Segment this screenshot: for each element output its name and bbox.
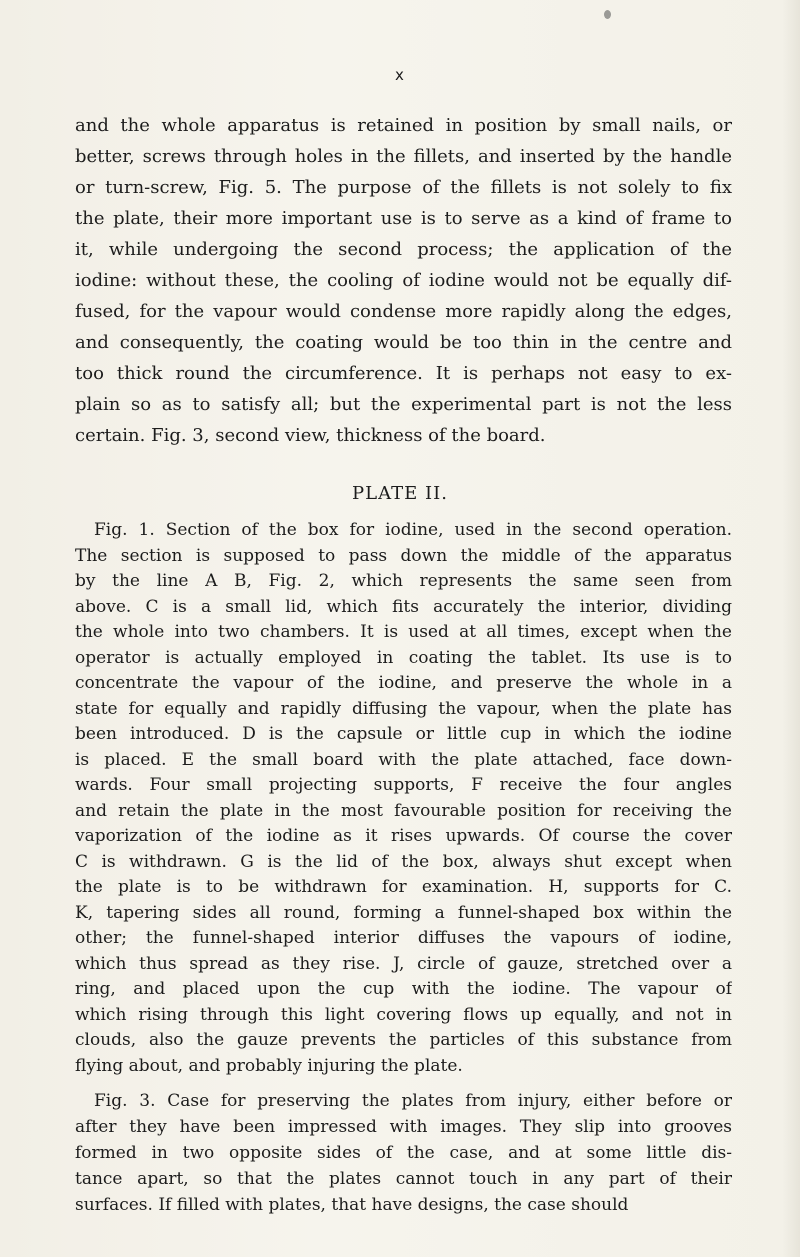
text-line: C is withdrawn. G is the lid of the box, always shut except when	[75, 851, 732, 872]
text-line: concentrate the vapour of the iodine, and preserve the whole in a	[75, 673, 732, 693]
paper-speck	[604, 10, 611, 19]
text-line: fused, for the vapour would condense more rapidly along the edges,	[75, 301, 732, 322]
text-line: is placed. E the small board with the plate attached, face down-	[75, 749, 732, 770]
text-line: flying about, and probably injuring the plate.	[75, 1055, 463, 1076]
text-line: other; the funnel-shaped interior diffuses the vapours of iodine,	[75, 928, 732, 948]
text-line: the whole into two chambers. It is used at all times, except when the	[75, 622, 732, 642]
text-line: by the line A B, Fig. 2, which represents the same seen from	[75, 571, 732, 591]
text-line: Fig. 1. Section of the box for iodine, used in the second operation.	[94, 520, 732, 540]
text-line: state for equally and rapidly diffusing the vapour, when the plate has	[75, 698, 732, 719]
text-line: it, while undergoing the second process; the application of the	[75, 239, 732, 260]
paragraph-fillets	[75, 110, 732, 451]
text-line: which rising through this light covering flows up equally, and not in	[75, 1004, 732, 1025]
text-line: Fig. 3. Case for preserving the plates from injury, either before or	[94, 1091, 732, 1111]
text-line: tance apart, so that the plates cannot touch in any part of their	[75, 1169, 732, 1189]
text-line: wards. Four small projecting supports, F receive the four angles	[75, 775, 732, 795]
text-line: and retain the plate in the most favourable position for receiving the	[75, 800, 732, 821]
page-number: x	[395, 66, 405, 84]
text-line: plain so as to satisfy all; but the experimental part is not the less	[75, 394, 732, 415]
text-line: better, screws through holes in the fillets, and inserted by the handle	[75, 146, 732, 167]
text-line: K, tapering sides all round, forming a funnel-shaped box within the	[75, 902, 732, 923]
text-line: too thick round the circumference. It is perhaps not easy to ex-	[75, 363, 732, 384]
text-line: ring, and placed upon the cup with the iodine. The vapour of	[75, 979, 732, 999]
text-line: and consequently, the coating would be too thin in the centre and	[75, 332, 732, 353]
text-line: above. C is a small lid, which fits accurately the interior, dividing	[75, 596, 732, 617]
text-line: after they have been impressed with images. They slip into grooves	[75, 1117, 732, 1137]
text-line: the plate, their more important use is to serve as a kind of frame to	[75, 208, 732, 229]
paragraph-fig-3	[75, 1088, 732, 1215]
section-heading: PLATE II.	[352, 483, 448, 504]
paragraph-plate-ii-fig-1	[75, 518, 732, 1079]
text-line: certain. Fig. 3, second view, thickness of the board.	[75, 425, 546, 446]
text-line: The section is supposed to pass down the middle of the apparatus	[75, 545, 732, 566]
text-line: surfaces. If filled with plates, that have designs, the case should	[75, 1195, 629, 1215]
page-edge-shadow	[782, 0, 800, 1257]
text-line: and the whole apparatus is retained in position by small nails, or	[75, 115, 732, 136]
text-line: vaporization of the iodine as it rises upwards. Of course the cover	[75, 826, 732, 846]
text-line: iodine: without these, the cooling of iodine would not be equally dif-	[75, 270, 732, 291]
text-line: the plate is to be withdrawn for examination. H, supports for C.	[75, 877, 732, 897]
text-line: operator is actually employed in coating the tablet. Its use is to	[75, 647, 732, 668]
text-line: been introduced. D is the capsule or little cup in which the iodine	[75, 724, 732, 744]
text-line: clouds, also the gauze prevents the particles of this substance from	[75, 1030, 732, 1050]
text-line: which thus spread as they rise. J, circle of gauze, stretched over a	[75, 953, 732, 974]
text-line: or turn-screw, Fig. 5. The purpose of the fillets is not solely to fix	[75, 177, 732, 198]
text-line: formed in two opposite sides of the case, and at some little dis-	[75, 1143, 732, 1163]
